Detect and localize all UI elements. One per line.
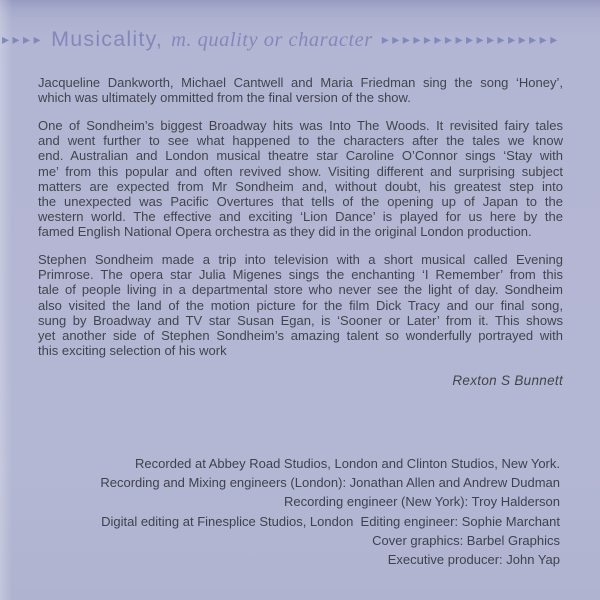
text-line: yet another side of Stephen Sondheim’s amazing talent so wonderfully portrayed with [38,328,563,344]
arrows-left-icon: ▸▸▸▸ [2,32,45,48]
credit-line: Recording engineer (New York): Troy Halderson [283,494,560,510]
credit-line: Recording and Mixing engineers (London): Jonathan Allen and Andrew Dudman [100,475,560,491]
page-title: Musicality, [51,27,164,51]
credit-line: Executive producer: John Yap [387,552,560,568]
title-definition: m. quality or character [171,29,373,51]
text-line: Stephen Sondheim made a trip into television with a short musical called Evening [38,252,563,268]
text-line: matters are expected from Mr Sondheim and, without doubt, his greatest step into [38,178,563,194]
credit-line: Recorded at Abbey Road Studios, London and Clinton Studios, New York. [135,456,560,471]
text-line: Jacqueline Dankworth, Michael Cantwell and Maria Friedman sing the song ‘Honey’, [38,75,563,90]
text-line: end. Australian and London musical theatre star Caroline O’Connor sings ‘Stay with [38,148,563,164]
text-line: this exciting selection of his work [38,343,227,359]
text-line: tale of people living in a departmental store who never see the light of day. Sondheim [38,282,563,298]
text-line: and went further to see what happened to the characters after the tales we know [38,133,563,149]
text-line: the unexpected was Pacific Overtures that tells of the opening up of Japan to the [38,193,563,209]
text-line: One of Sondheim’s biggest Broadway hits was Into The Woods. It revisited fairy tales [38,117,563,133]
credit-line: Cover graphics: Barbel Graphics [372,532,560,548]
text-line: also visited the land of the motion picture for the film Dick Tracy and our final song, [38,297,563,313]
paragraph [38,118,563,240]
paragraph [38,75,563,105]
text-line: western world. The effective and exciting ‘Lion Dance’ is played for us here by the [38,209,563,225]
liner-notes [38,75,563,358]
page-header [0,27,600,52]
arrows-right-icon: ▸▸▸▸▸▸▸▸▸▸▸▸▸▸▸▸▸ [381,32,561,48]
text-line: Primrose. The opera star Julia Migenes sings the enchanting ‘I Remember’ from this [38,267,563,283]
text-line: me’ from this popular and often revived show. Visiting different and surprising subject [38,163,563,179]
paragraph [38,252,563,358]
liner-notes-section [38,75,563,388]
production-credits [35,454,560,569]
text-line: famed English National Opera orchestra as they did in the original London production. [38,224,532,240]
author-credit: Rexton S Bunnett [452,373,563,389]
text-line: sung by Broadway and TV star Susan Egan, is ‘Sooner or Later’ from it. This shows [38,312,563,328]
credit-line: Digital editing at Finesplice Studios, London Editing engineer: Sophie Marchant [101,513,560,529]
text-line: which was ultimately ommitted from the final version of the show. [38,90,411,106]
